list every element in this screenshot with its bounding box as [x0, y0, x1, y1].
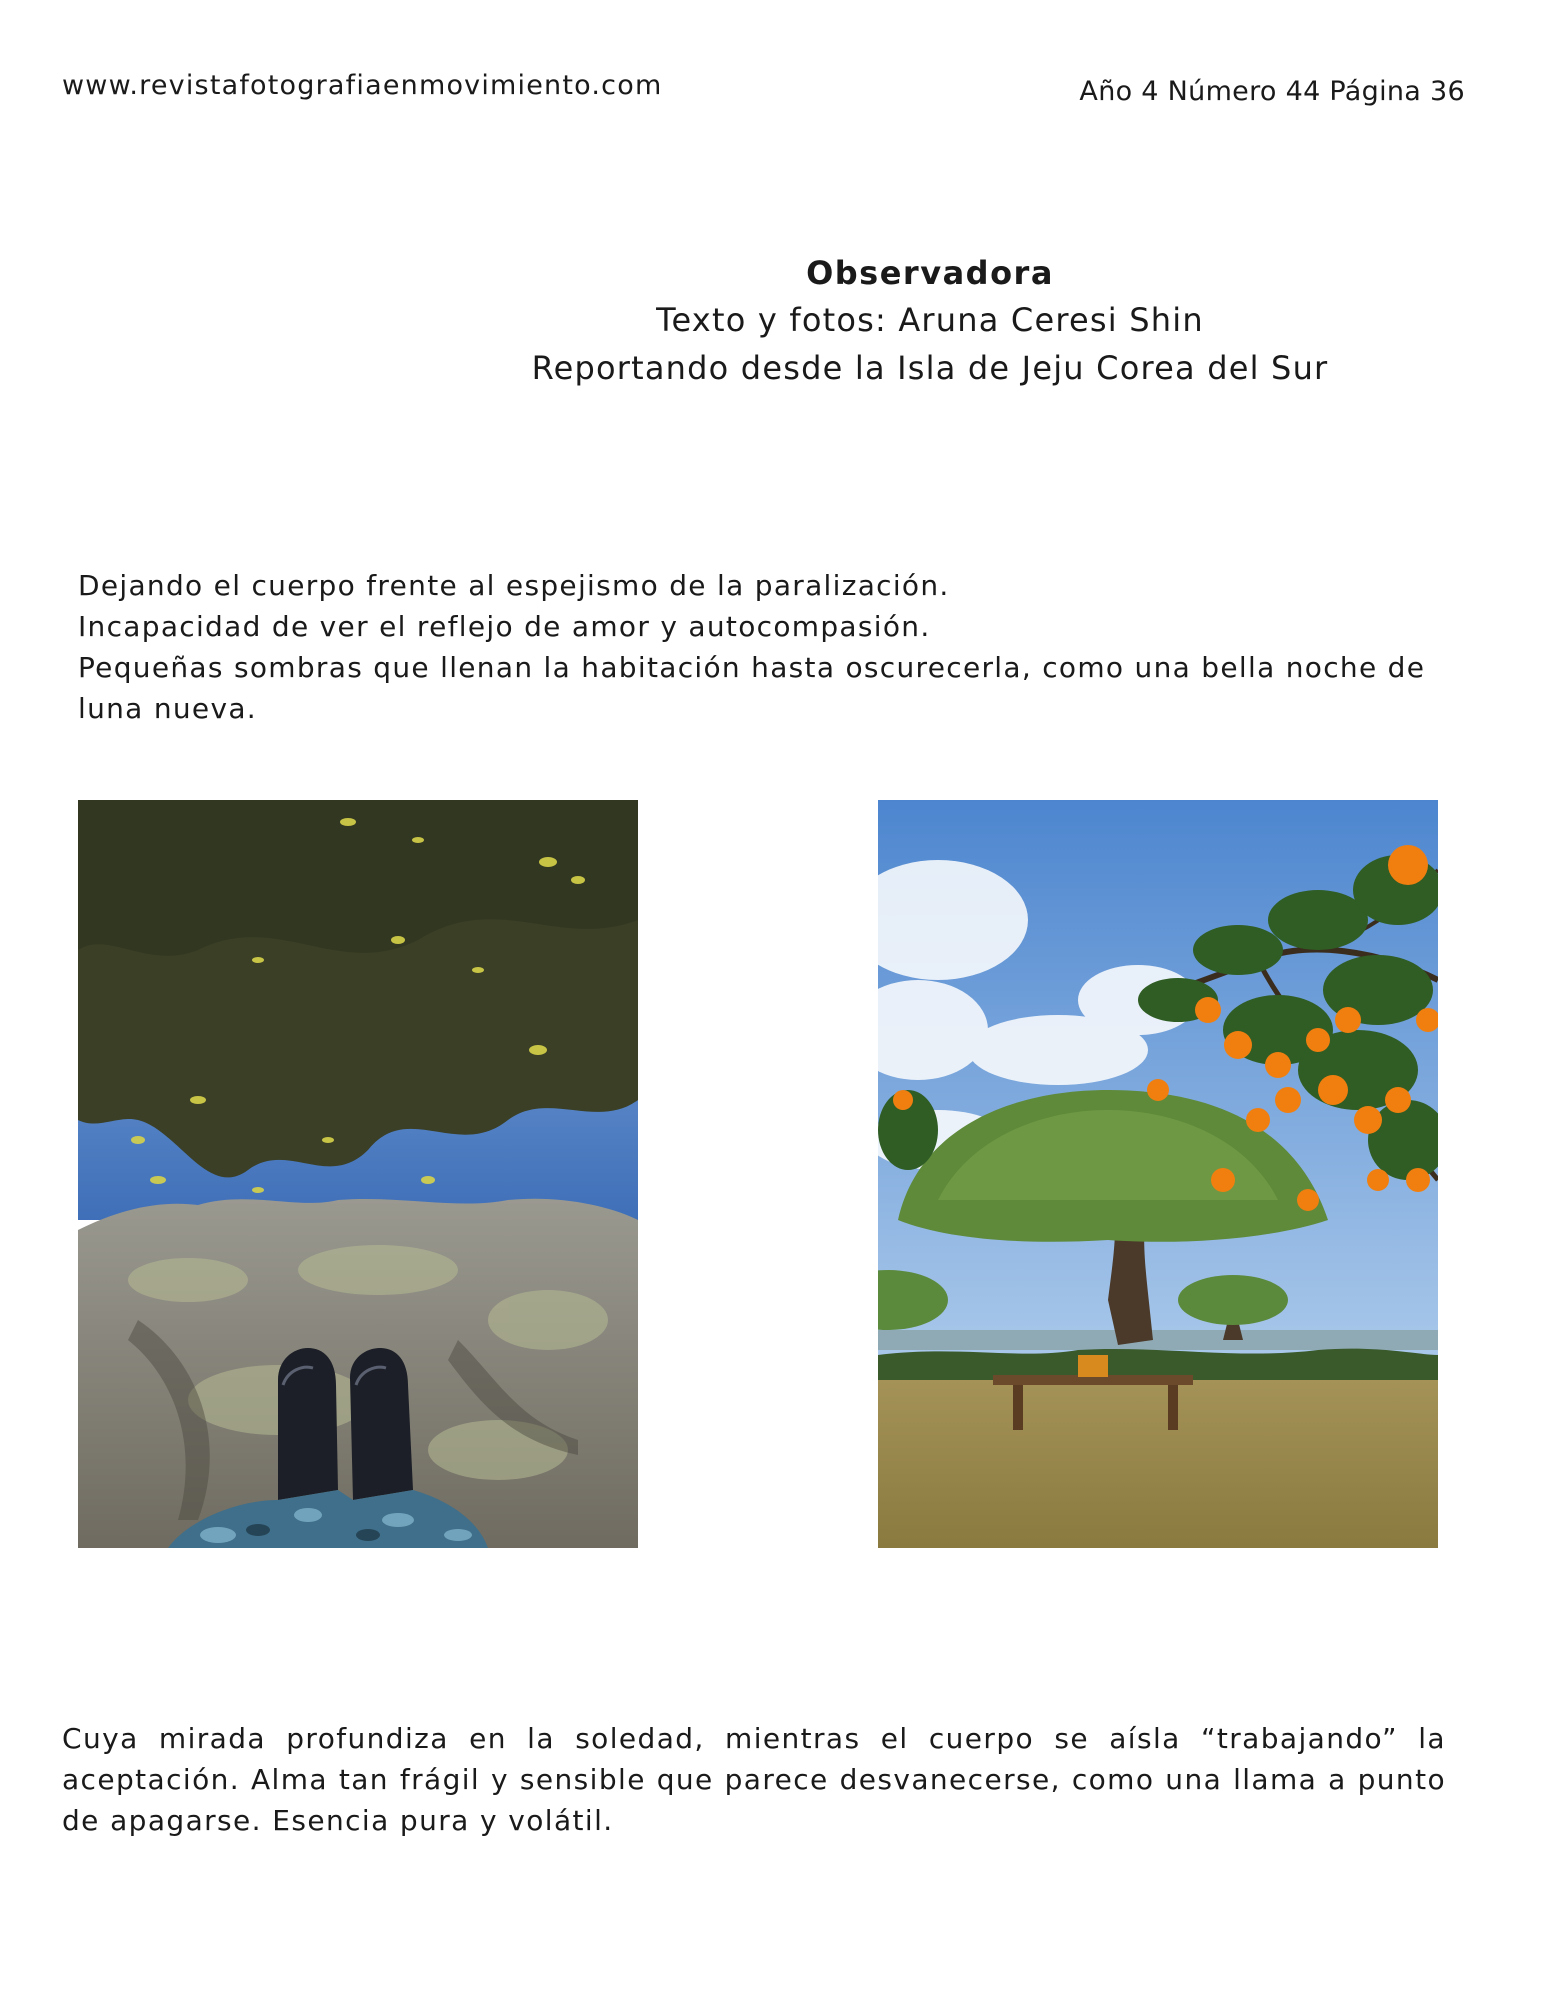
article-title: Observadora	[806, 254, 1054, 292]
article-location: Reportando desde la Isla de Jeju Corea del Sur	[531, 349, 1329, 387]
closing-paragraph: Cuya mirada profundiza en la soledad, mientras el cuerpo se aísla “trabajando” la aceptación. Alma tan frágil y sensible que parece desvanecerse, como una llama a punto de apagarse. Esencia pura y volátil.	[62, 1722, 1446, 1837]
intro-line: Dejando el cuerpo frente al espejismo de la paralización.	[78, 569, 950, 602]
park-tree-image	[878, 800, 1438, 1548]
intro-text	[78, 565, 1458, 729]
article-header	[480, 250, 1380, 392]
photo-tangerine-tree-park	[878, 800, 1438, 1548]
article-credit: Texto y fotos: Aruna Ceresi Shin	[656, 301, 1204, 339]
photo-pond-reflection-boots	[78, 800, 638, 1548]
intro-line: Pequeñas sombras que llenan la habitación hasta oscurecerla, como una bella noche de luna nueva.	[78, 651, 1426, 725]
issue-page-number: Año 4 Número 44 Página 36	[1079, 76, 1465, 107]
intro-line: Incapacidad de ver el reflejo de amor y autocompasión.	[78, 610, 931, 643]
pond-reflection-image	[78, 800, 638, 1548]
website-url[interactable]: www.revistafotografiaenmovimiento.com	[62, 70, 663, 101]
